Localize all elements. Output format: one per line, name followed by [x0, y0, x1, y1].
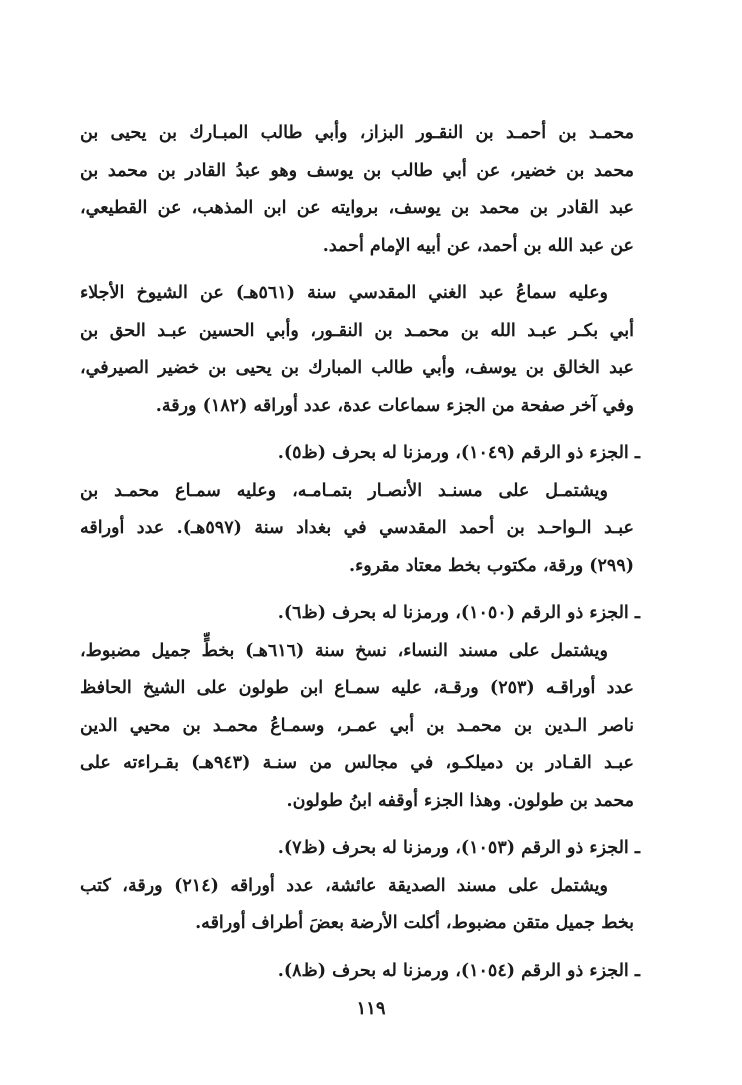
manuscript-item-1050	[80, 595, 640, 633]
text-line: عبد الخالق بن يوسف، وأبي طالب المبارك بن يحيى بن خضير الصيرفي،	[80, 358, 634, 378]
manuscript-item-1053	[80, 830, 640, 868]
paragraph-spacer	[80, 425, 634, 435]
paragraph-nisaa	[80, 633, 634, 821]
paragraph-aisha	[80, 868, 634, 943]
text-line: ناصر الـدين بن محمـد بن أبي عمـر، وسمـاعُ محمـد بن محيي الدين	[80, 715, 634, 736]
manuscript-item-1049	[80, 435, 640, 473]
text-line: عبـد القـادر بن دميلكـو، في مجالس من سنـة (٩٤٣هـ) بقـراءته على	[80, 753, 634, 773]
text-line: بخط جميل متقن مضبوط، أكلت الأرضة بعضَ أطراف أوراقه.	[195, 913, 634, 933]
text-line: ويشتمل على مسند النساء، نسخ سنة (٦١٦هـ) بخطٍّ جميل مضبوط،	[80, 640, 608, 661]
text-line: عبد القادر بن محمد بن يوسف، بروايته عن ابن المذهب، عن القطيعي،	[80, 198, 634, 218]
paragraph-samaa	[80, 275, 634, 425]
manuscript-heading: ـ الجزء ذو الرقم (١٠٥٠)، ورمزنا له بحرف (ظ٦).	[277, 603, 640, 623]
manuscript-heading: ـ الجزء ذو الرقم (١٠٥٣)، ورمزنا له بحرف (ظ٧).	[277, 838, 640, 858]
page-number: ١١٩	[356, 998, 386, 1019]
text-line: محمـد بن أحمـد بن النقـور البزاز، وأبي طالب المبـارك بن يحيى بن	[80, 123, 634, 143]
paragraph-spacer	[80, 943, 634, 953]
text-line: ويشتمـل على مسنـد الأنصـار بتمـامـه، وعليه سمـاع محمـد بن	[80, 480, 608, 501]
text-line: عدد أوراقـه (٢٥٣) ورقـة، عليه سمـاع ابن طولون على الشيخ الحافظ	[80, 678, 635, 698]
text-line: أبي بكـر عبـد الله بن محمـد بن النقـور، وأبي الحسين عبـد الحق بن	[80, 320, 634, 341]
text-line: (٢٩٩) ورقة، مكتوب بخط معتاد مقروء.	[348, 555, 634, 576]
manuscript-heading: ـ الجزء ذو الرقم (١٠٤٩)، ورمزنا له بحرف (ظ٥).	[277, 443, 640, 463]
text-line: عبـد الـواحـد بن أحمد المقدسي في بغداد سنة (٥٩٧هـ). عدد أوراقه	[80, 518, 634, 538]
text-line: محمد بن طولون. وهذا الجزء أوقفه ابنُ طولون.	[286, 790, 634, 811]
text-line: وفي آخر صفحة من الجزء سماعات عدة، عدد أوراقه (١٨٢) ورقة.	[155, 395, 634, 416]
manuscript-item-1054	[80, 953, 640, 991]
text-line: ويشتمل على مسند الصديقة عائشة، عدد أوراقه (٢١٤) ورقة، كتب	[80, 875, 609, 896]
paragraph-isnad-continuation	[80, 115, 634, 265]
paragraph-ansar	[80, 473, 634, 586]
text-line: عن عبد الله بن أحمد، عن أبيه الإمام أحمد.	[322, 235, 634, 256]
text-line: محمد بن خضير، عن أبي طالب بن يوسف وهو عبدُ القادر بن محمد بن	[80, 160, 634, 181]
text-line: وعليه سماعُ عبد الغني المقدسي سنة (٥٦١هـ) عن الشيوخ الأجلاء	[80, 283, 608, 303]
page-body	[80, 115, 640, 990]
manuscript-heading: ـ الجزء ذو الرقم (١٠٥٤)، ورمزنا له بحرف (ظ٨).	[277, 960, 640, 981]
paragraph-spacer	[80, 265, 634, 275]
paragraph-spacer	[80, 585, 634, 595]
paragraph-spacer	[80, 820, 634, 830]
